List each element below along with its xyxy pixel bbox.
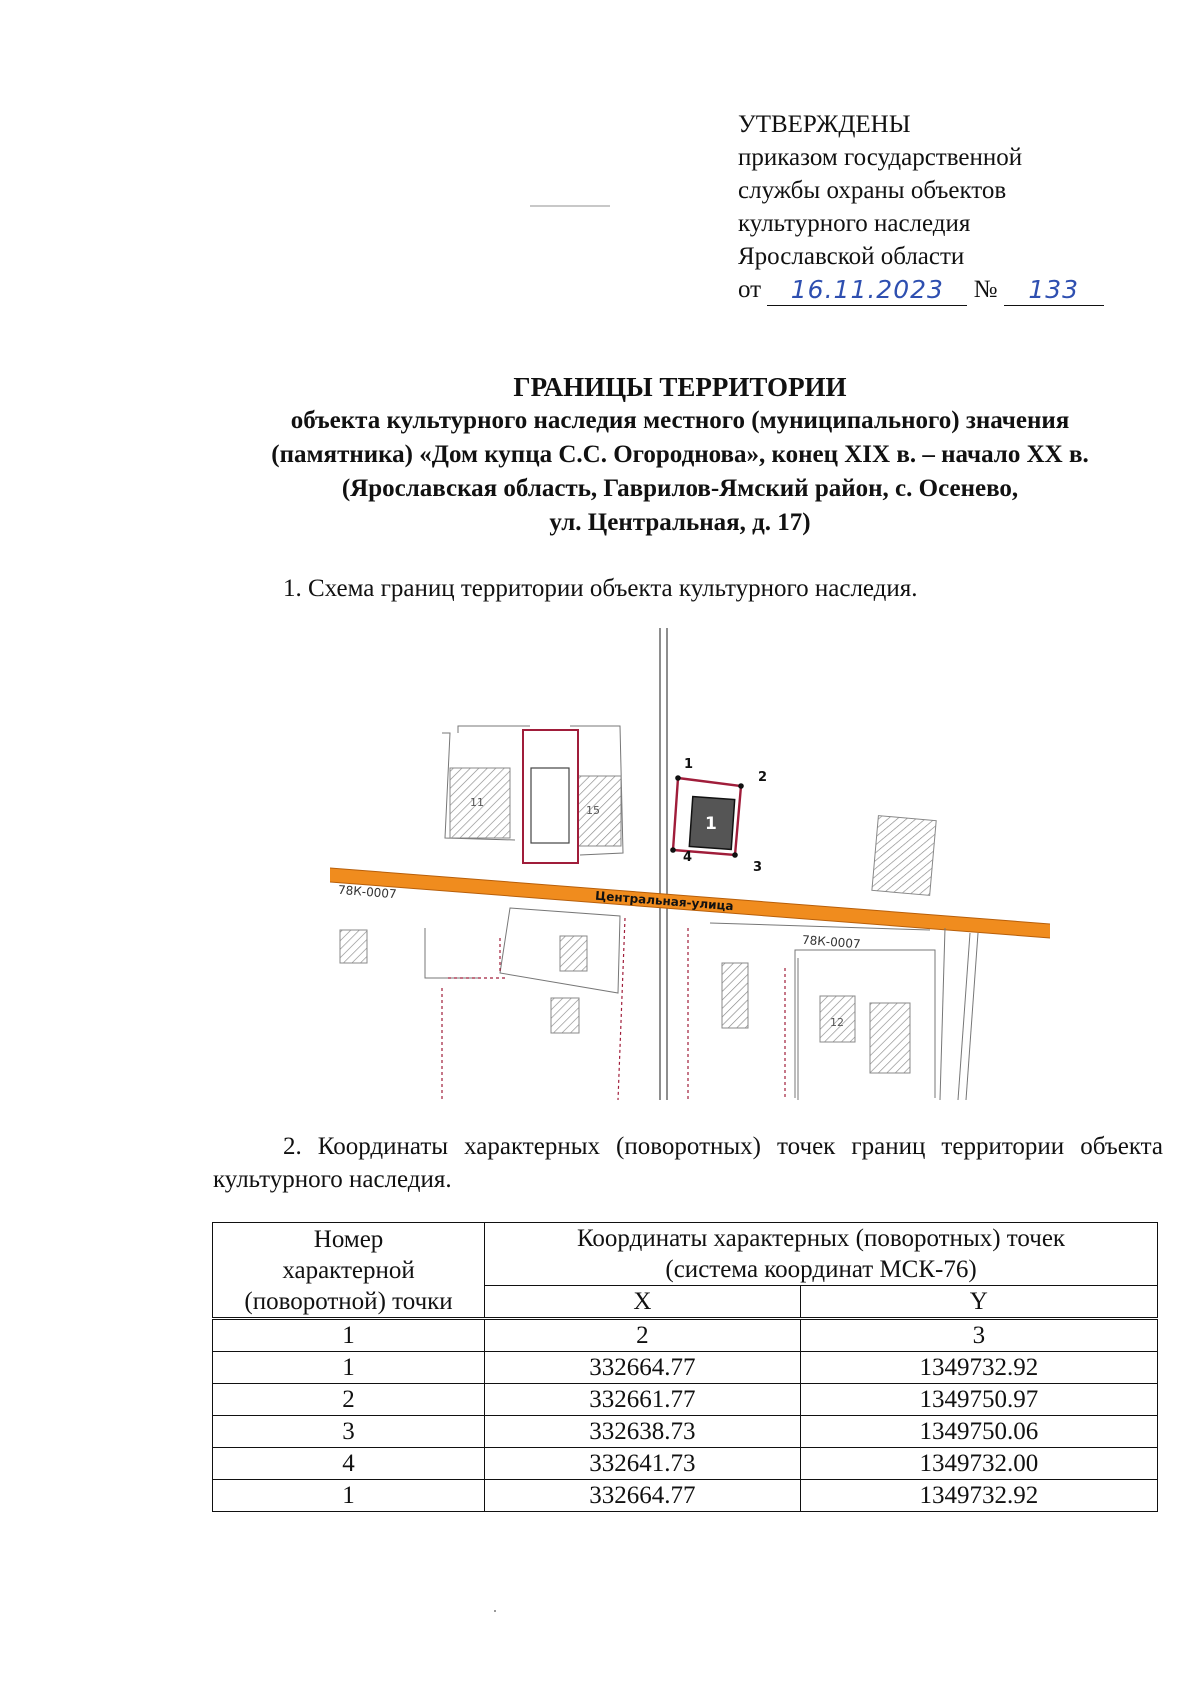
table-cell-x: 332664.77: [485, 1480, 801, 1512]
document-title: ГРАНИЦЫ ТЕРРИТОРИИ: [513, 372, 847, 402]
object-number: 1: [705, 814, 717, 834]
table-cell-point: 3: [213, 1416, 485, 1448]
point-marker: [732, 852, 738, 858]
header-text: (поворотной) точки: [244, 1287, 453, 1315]
building-hatched: [870, 1003, 910, 1073]
header-text: Координаты характерных (поворотных) точек: [577, 1225, 1066, 1252]
table-row: [213, 1480, 1158, 1512]
parcel-outline: [425, 928, 480, 978]
approval-date-number-line: [738, 273, 1138, 306]
table-cell-x: 332638.73: [485, 1416, 801, 1448]
title-line: ул. Центральная, д. 17): [549, 509, 811, 536]
table-cell-x: 332664.77: [485, 1352, 801, 1384]
header-x: X: [485, 1286, 801, 1319]
table-cell-y: 1349732.00: [800, 1448, 1157, 1480]
table-cell-point: 2: [213, 1384, 485, 1416]
lot-number: 12: [830, 1016, 844, 1029]
approval-block: [738, 108, 1138, 306]
number-field: [1004, 275, 1104, 306]
number-label: №: [973, 276, 998, 303]
table-cell-x: 332641.73: [485, 1448, 801, 1480]
point-marker: [738, 783, 744, 789]
approval-line: культурного наследия: [738, 210, 971, 237]
point-label: 1: [684, 757, 694, 772]
header-text: Номер: [313, 1225, 384, 1253]
title-block: [200, 370, 1160, 540]
parcel-outline: [458, 726, 530, 733]
table-row: [213, 1448, 1158, 1480]
approval-line: службы охраны объектов: [738, 177, 1007, 204]
header-coordinates: [485, 1223, 1158, 1286]
table-cell-x: 332661.77: [485, 1384, 801, 1416]
section-1-heading: 1. Схема границ территории объекта культурного наследия.: [283, 575, 918, 602]
table-cell-y: 1349750.06: [800, 1416, 1157, 1448]
from-label: от: [738, 276, 762, 303]
handwritten-number: 133: [1028, 275, 1080, 304]
title-line: объекта культурного наследия местного (муниципального) значения: [290, 407, 1070, 434]
title-line: (памятника) «Дом купца С.С. Огороднова», конец XIX в. – начало XX в.: [271, 441, 1089, 468]
table-cell: 1: [213, 1319, 485, 1352]
approval-line: Ярославской области: [738, 243, 965, 270]
date-field: [767, 275, 967, 306]
section-2-heading: 2. Координаты характерных (поворотных) точек границ территории объекта культурного наследия.: [213, 1133, 1163, 1193]
point-label: 3: [753, 860, 763, 875]
table-row: [213, 1416, 1158, 1448]
header-y: Y: [800, 1286, 1157, 1319]
building-hatched: [872, 816, 936, 896]
parcel-outline: [940, 928, 945, 1100]
approval-heading: УТВЕРЖДЕНЫ: [738, 111, 911, 138]
building-hatched: [551, 998, 579, 1033]
point-marker: [675, 775, 681, 781]
lot-number: 15: [586, 804, 600, 817]
coordinates-table: [212, 1222, 1158, 1512]
table-cell-y: 1349732.92: [800, 1480, 1157, 1512]
table-cell-point: 4: [213, 1448, 485, 1480]
building-hatched: [340, 930, 367, 963]
title-line: (Ярославская область, Гаврилов-Ямский район, с. Осенево,: [341, 475, 1019, 502]
point-marker: [670, 847, 676, 853]
table-cell-point: 1: [213, 1480, 485, 1512]
building-hatched: [560, 936, 587, 971]
table-cell-point: 1: [213, 1352, 485, 1384]
road-code-label: 78К-0007: [337, 882, 398, 902]
approval-line: приказом государственной: [738, 144, 1023, 171]
point-label: 4: [683, 850, 693, 865]
table-cell-y: 1349732.92: [800, 1352, 1157, 1384]
road-code-label: 78К-0007: [801, 932, 862, 952]
table-cell: 2: [485, 1319, 801, 1352]
header-text: (система координат МСК-76): [665, 1256, 977, 1283]
scan-artifact: [530, 205, 610, 207]
header-text: характерной: [282, 1256, 415, 1284]
boundary-map: [330, 628, 1050, 1100]
handwritten-date: 16.11.2023: [790, 275, 944, 304]
table-row: [213, 1352, 1158, 1384]
table-index-row: [213, 1319, 1158, 1352]
table-cell-y: 1349750.97: [800, 1384, 1157, 1416]
header-point-number: [213, 1223, 485, 1319]
building-outline: [531, 768, 569, 843]
lot-number: 11: [470, 796, 484, 809]
street-name-label: Центральная-улица: [594, 888, 735, 914]
parcel-outline: [795, 950, 935, 1098]
scan-artifact: [494, 1610, 496, 1612]
table-header-row: [213, 1223, 1158, 1286]
table-cell: 3: [800, 1319, 1157, 1352]
point-label: 2: [758, 770, 768, 785]
building-hatched: [722, 963, 748, 1028]
table-row: [213, 1384, 1158, 1416]
